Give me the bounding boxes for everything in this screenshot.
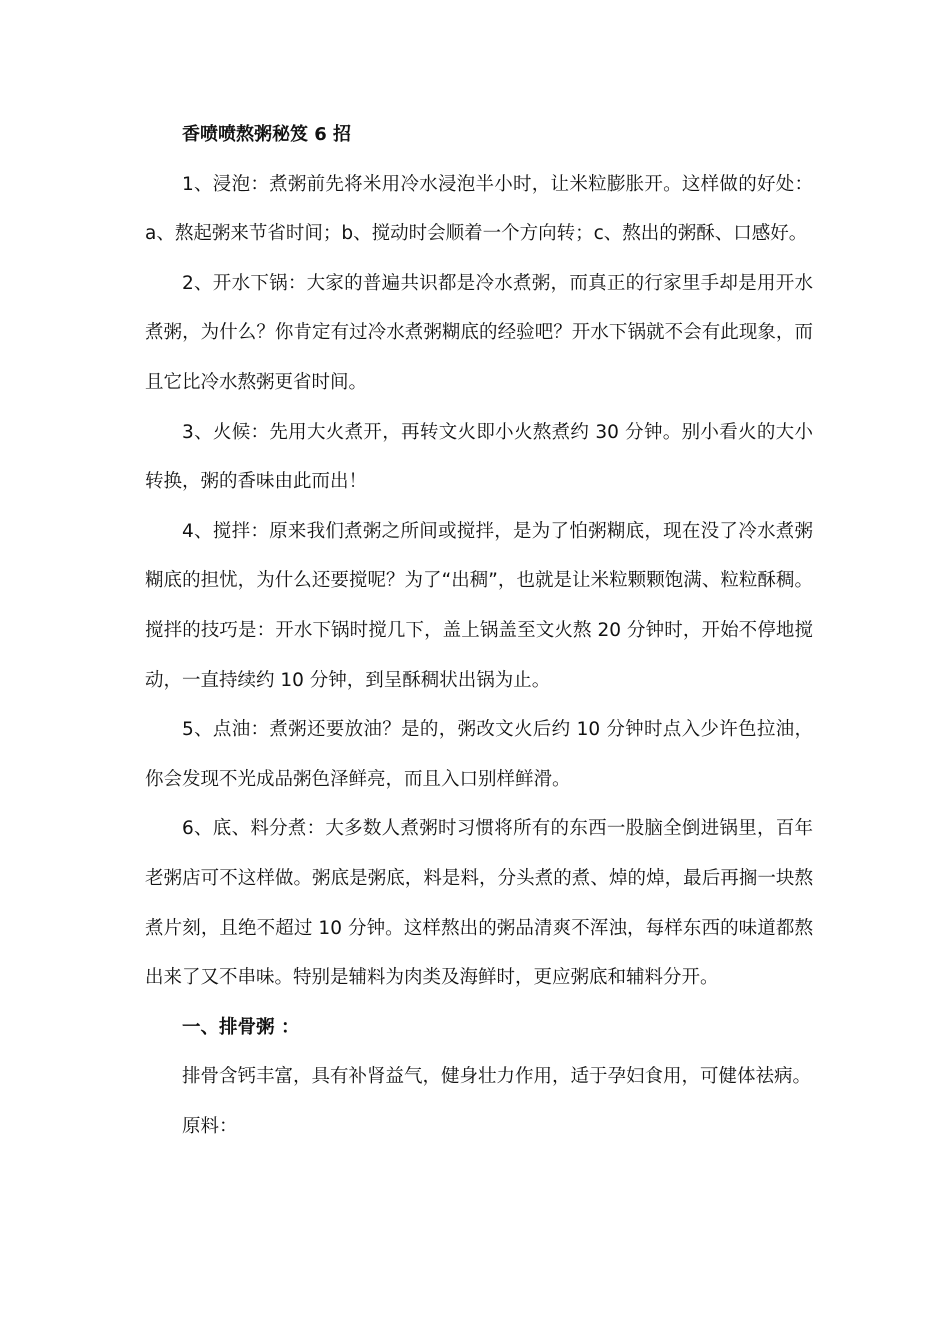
ingredients-label: 原料： xyxy=(182,1115,238,1137)
section-heading: 一、排骨粥 ： xyxy=(182,1016,300,1038)
page-title: 香喷喷熬粥秘笈 6 招 xyxy=(182,124,352,145)
paragraph-heat: 3、火候：先用大火煮开，再转文火即小火熬煮约 30 分钟。别小看火的大小转换，粥的香味由此而出！ xyxy=(145,421,813,493)
paragraph-oil: 5、点油：煮粥还要放油？是的，粥改文火后约 10 分钟时点入少许色拉油，你会发现不光成品粥色泽鲜亮，而且入口别样鲜滑。 xyxy=(145,719,813,790)
section-intro: 排骨含钙丰富，具有补肾益气，健身壮力作用，适于孕妇食用，可健体祛病。 xyxy=(182,1066,812,1088)
paragraph-boiling-water: 2、开水下锅：大家的普遍共识都是冷水煮粥，而真正的行家里手却是用开水煮粥，为什么？你肯定有过冷水煮粥糊底的经验吧？开水下锅就不会有此现象，而且它比冷水熬粥更省时间。 xyxy=(145,272,813,393)
paragraph-soaking: 1、浸泡：煮粥前先将米用冷水浸泡半小时，让米粒膨胀开。这样做的好处：a、熬起粥来节省时间；b、搅动时会顺着一个方向转；c、熬出的粥酥、口感好。 xyxy=(145,173,813,245)
paragraph-stirring: 4、搅拌：原来我们煮粥之所间或搅拌，是为了怕粥糊底，现在没了冷水煮粥糊底的担忧，为什么还要搅呢？为了“出稠”，也就是让米粒颗颗饱满、粒粒酥稠。搅拌的技巧是：开水下锅时搅几下，盖上锅盖至文火熬 20 分钟时，开始不停地搅动，一直持续约 10 分钟，到呈酥稠状出锅为止。 xyxy=(145,520,813,691)
document-body xyxy=(145,110,813,1151)
paragraph-separate-cooking: 6、底、料分煮：大多数人煮粥时习惯将所有的东西一股脑全倒进锅里，百年老粥店可不这样做。粥底是粥底，料是料，分头煮的煮、焯的焯，最后再搁一块熬煮片刻，且绝不超过 10 分钟。这样熬出的粥品清爽不浑浊，每样东西的味道都熬出来了又不串味。特别是辅料为肉类及海鲜时，更应粥底和辅料分开。 xyxy=(145,818,813,989)
